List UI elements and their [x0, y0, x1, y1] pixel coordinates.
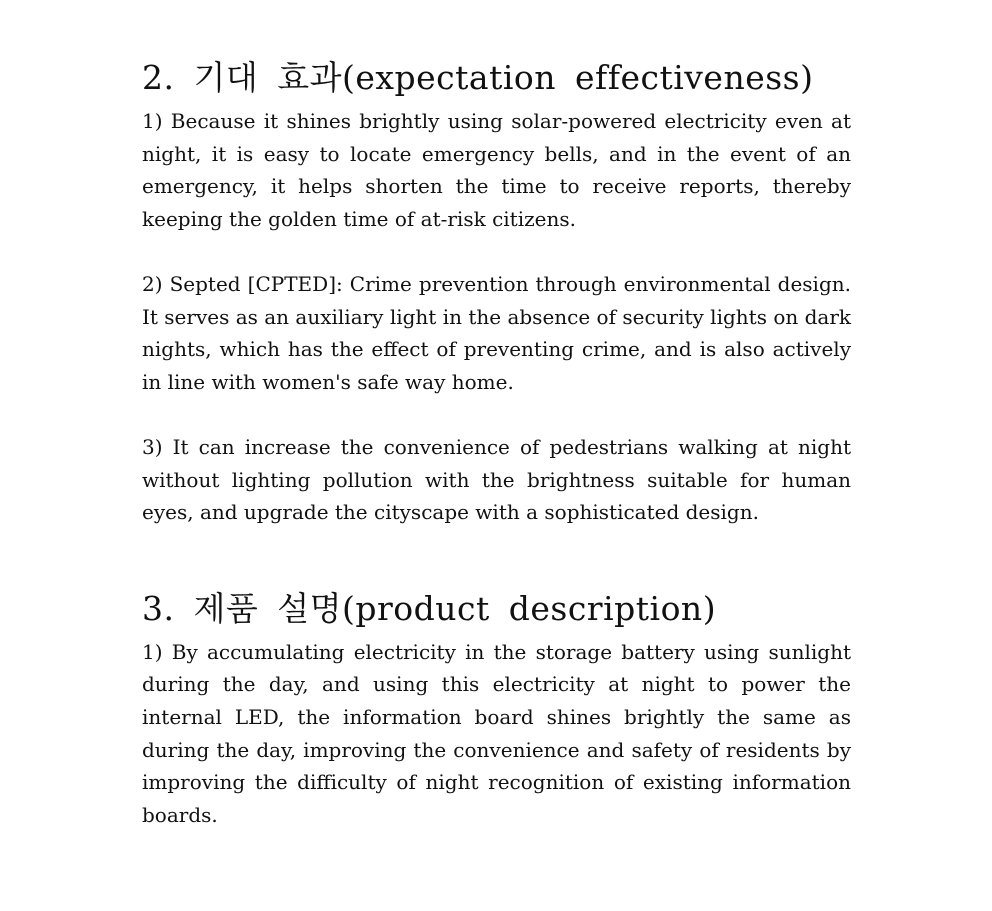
- paragraph: 2) Septed [CPTED]: Crime prevention through environmental design. It serves as an auxiliary light in the absence of security lights on dark nights, which has the effect of preventing crime, and is also actively in line with women's safe way home.: [142, 271, 852, 394]
- paragraph: 3) It can increase the convenience of pedestrians walking at night without lighting pollution with the brightness suitable for human eyes, and upgrade the cityscape with a sophisticated design.: [142, 434, 851, 525]
- section-body: [142, 105, 851, 529]
- section-title: 3. 제품 설명(product description): [142, 588, 717, 628]
- section-title: 2. 기대 효과(expectation effectiveness): [142, 58, 814, 97]
- paragraph: 1) Because it shines brightly using solar-powered electricity even at night, it is easy to locate emergency bells, and in the event of an emergency, it helps shorten the time to receive reports, thereby keeping the golden time of at-risk citizens.: [142, 109, 851, 231]
- section-body: [142, 636, 851, 832]
- section-expected-effects: [142, 52, 851, 529]
- paragraph: 1) By accumulating electricity in the storage battery using sunlight during the day, and using this electricity at night to power the internal LED, the information board shines brightly the same as during the day, improving the convenience and safety of residents by improving the difficulty of night recognition of existing information boards.: [142, 639, 851, 827]
- document-page: [142, 52, 851, 831]
- section-product-description: [142, 583, 851, 832]
